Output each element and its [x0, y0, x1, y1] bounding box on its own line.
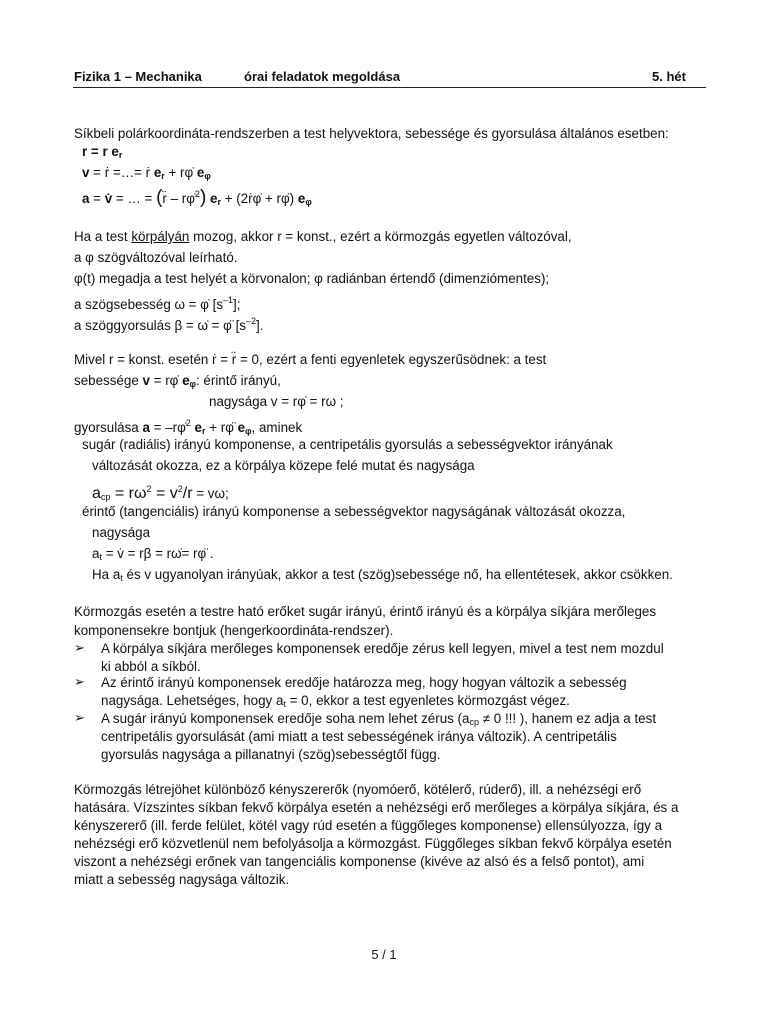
text-run: = vω;: [192, 486, 229, 501]
velocity-symbol: v: [82, 165, 90, 180]
circular-path-line-2: a φ szögváltozóval leírható.: [74, 250, 238, 265]
speed-magnitude: nagysága v = rφ̇ = rω ;: [209, 394, 344, 409]
velocity-symbol: v: [142, 373, 150, 388]
text-run: A sugár irányú komponensek eredője soha nem lehet zérus (a: [101, 711, 470, 726]
unit-vector-er-sub: r: [161, 171, 165, 181]
text-run: = –rφ̇: [149, 420, 186, 435]
header-topic: órai feladatok megoldása: [244, 69, 401, 84]
subscript: t: [283, 699, 286, 709]
unit-vector-er: e: [194, 420, 202, 435]
unit-vector-er: e: [210, 191, 218, 206]
tangential-component-text: érintő (tangenciális) irányú komponense a sebességvektor nagyságának változását okozza,: [82, 504, 626, 519]
unit-vector-er-sub: r: [202, 426, 206, 436]
text-run: Ha a test: [74, 229, 132, 244]
text-run: , aminek: [251, 420, 303, 435]
simplification-line-1: Mivel r = konst. esetén ṙ = r̈ = 0, ezért a fenti egyenletek egyszerűsödnek: a test: [74, 352, 547, 367]
text-run: nagysága. Lehetséges, hogy a: [101, 693, 284, 708]
position-equation: [82, 143, 122, 164]
text-run: : érintő irányú,: [195, 373, 281, 388]
radial-component-text-2: változását okozza, ez a körpálya közepe felé mutat és nagysága: [92, 458, 475, 473]
radial-term: r̈ – rφ̇: [162, 191, 195, 206]
unit-vector-ephi-sub: φ: [204, 171, 211, 181]
text-run: ≠ 0 !!! ), hanem ez adja a test: [478, 711, 657, 726]
exponent: 2: [177, 484, 183, 494]
text-run: és v ugyanolyan irányúak, akkor a test (szög)sebessége nő, ha ellentétesek, akkor csökken.: [122, 567, 673, 582]
bullet-3-line-3: gyorsulás nagysága a pillanatnyi (szög)sebességtől függ.: [101, 747, 441, 762]
tangential-term: + (2ṙφ̇ + rφ̈): [220, 191, 298, 206]
text-run: = v̇ = rβ = rω̇= rφ̈ .: [101, 546, 214, 561]
subscript: cp: [100, 492, 111, 502]
text-run: + rφ̈: [205, 420, 238, 435]
exponent: 2: [185, 418, 191, 428]
text-run: mozog, akkor r = konst., ezért a körmozgás egyetlen változóval,: [189, 229, 572, 244]
unit-vector-er: e: [153, 165, 162, 180]
unit-vector-ephi: e: [297, 191, 306, 206]
paren-close: ): [199, 187, 207, 208]
angle-definition: φ(t) megadja a test helyét a körvonalon; φ radiánban értendő (dimenziómentes);: [74, 271, 550, 286]
text-run: = rφ̇: [149, 373, 183, 388]
header-rule: [73, 87, 706, 88]
forces-line-2: komponensekre bontjuk (hengerkoordináta-rendszer).: [74, 623, 394, 638]
intro-text: Síkbeli polárkoordináta-rendszerben a test helyvektora, sebessége és gyorsulása általános esetben:: [74, 126, 669, 141]
text-run: = rω: [110, 485, 147, 502]
unit-vector-er: e: [111, 144, 119, 159]
bullet-arrow-icon: ➢: [74, 710, 85, 725]
tangential-magnitude-label: nagysága: [92, 525, 151, 540]
unit-vector-er-sub: r: [217, 197, 221, 207]
radial-term-exponent: 2: [194, 189, 200, 199]
constraint-forces-line-4: nehézségi erő közvetlenül nem befolyásolja a körmozgást. Függőleges síkban fekvő körpálya esetén: [74, 836, 672, 851]
subscript: cp: [469, 717, 479, 727]
unit-vector-ephi-sub: φ: [245, 426, 252, 436]
tangential-formula: [92, 545, 214, 566]
unit-vector-ephi: e: [182, 373, 190, 388]
bullet-1-line-1: A körpálya síkjára merőleges komponensek eredője zérus kell legyen, mivel a test nem mozdul: [101, 641, 664, 656]
unit-vector-er-sub: r: [118, 150, 123, 160]
angular-velocity-definition: [74, 291, 241, 314]
forces-line-1: Körmozgás esetén a testre ható erőket sugár irányú, érintő irányú és a körpálya síkjára merőleges: [74, 604, 657, 619]
unit-vector-ephi: e: [196, 165, 205, 180]
angular-acceleration-definition: [74, 312, 263, 335]
circular-velocity-line: [74, 372, 281, 393]
acceleration-eq-eq: =: [89, 191, 105, 206]
velocity-derivative: v̇: [104, 191, 113, 206]
radial-component-text: sugár (radiális) irányú komponense, a centripetális gyorsulás a sebességvektor irányának: [82, 437, 613, 452]
bullet-3-line-2: centripetális gyorsulását (ami miatt a test sebességének iránya változik). A centripetális: [101, 729, 617, 744]
position-eq-text: r = r: [82, 144, 112, 159]
bullet-arrow-icon: ➢: [74, 640, 85, 655]
acceleration-symbol: a: [82, 191, 90, 206]
constraint-forces-line-2: hatására. Vízszintes síkban fekvő körpálya esetén a nehézségi erő merőleges a körpálya síkjára, és a: [74, 800, 679, 815]
speed-change-rule: [92, 566, 673, 587]
unit-exponent: –1: [223, 295, 234, 305]
text-run: a szöggyorsulás β = ω̇ = φ̈ [s: [74, 318, 246, 333]
text-run: a: [92, 546, 100, 561]
text-run: sebessége: [74, 373, 143, 388]
underlined-term: körpályán: [131, 229, 190, 244]
constraint-forces-line-6: miatt a sebesség nagysága változik.: [74, 872, 290, 887]
text-run: = 0, ekkor a test egyenletes körmozgást végez.: [285, 693, 570, 708]
velocity-eq-mid: + rφ̇: [164, 165, 197, 180]
bullet-2-line-1: Az érintő irányú komponensek eredője határozza meg, hogy hogyan változik a sebesség: [101, 675, 627, 690]
header-week: 5. hét: [652, 69, 686, 84]
constraint-forces-line-3: kényszererő (ill. ferde felület, kötél vagy rúd esetén a függőleges komponense) ellensúlyozza, így a: [74, 818, 663, 833]
text-run: Ha a: [92, 567, 121, 582]
circular-path-line-1: [74, 228, 572, 246]
page-number: 5 / 1: [371, 947, 397, 962]
paren-open: (: [156, 187, 163, 208]
velocity-equation: [82, 164, 211, 185]
unit-vector-ephi-sub: φ: [305, 197, 312, 207]
text-run: a szögsebesség ω = φ̇ [s: [74, 297, 224, 312]
unit-vector-ephi: e: [237, 420, 246, 435]
subscript: t: [120, 573, 123, 583]
unit-exponent: –2: [245, 316, 256, 326]
bullet-1-line-2: ki abból a síkból.: [101, 659, 201, 674]
constraint-forces-line-1: Körmozgás létrejöhet különböző kényszererők (nyomóerő, kötélerő, rúderő), ill. a nehézségi erő: [74, 782, 642, 797]
unit-vector-ephi-sub: φ: [189, 379, 196, 389]
acceleration-eq-mid: = … =: [112, 191, 157, 206]
subscript: t: [99, 552, 102, 562]
text-run: ].: [256, 318, 264, 333]
text-run: = v: [151, 485, 178, 502]
acceleration-symbol: a: [142, 420, 150, 435]
text-run: a: [92, 485, 101, 502]
bullet-arrow-icon: ➢: [74, 674, 85, 689]
acceleration-equation: [82, 185, 312, 211]
constraint-forces-line-5: viszont a nehézségi erőnek van tangenciális komponense (kivéve az alsó és a felső pontot), ami: [74, 854, 645, 869]
velocity-eq-text: = ṙ =…= ṙ: [89, 165, 154, 180]
text-run: ];: [233, 297, 241, 312]
text-run: /r: [182, 485, 193, 502]
text-run: gyorsulása: [74, 420, 143, 435]
exponent: 2: [146, 484, 152, 494]
header-course: Fizika 1 – Mechanika: [74, 69, 202, 84]
